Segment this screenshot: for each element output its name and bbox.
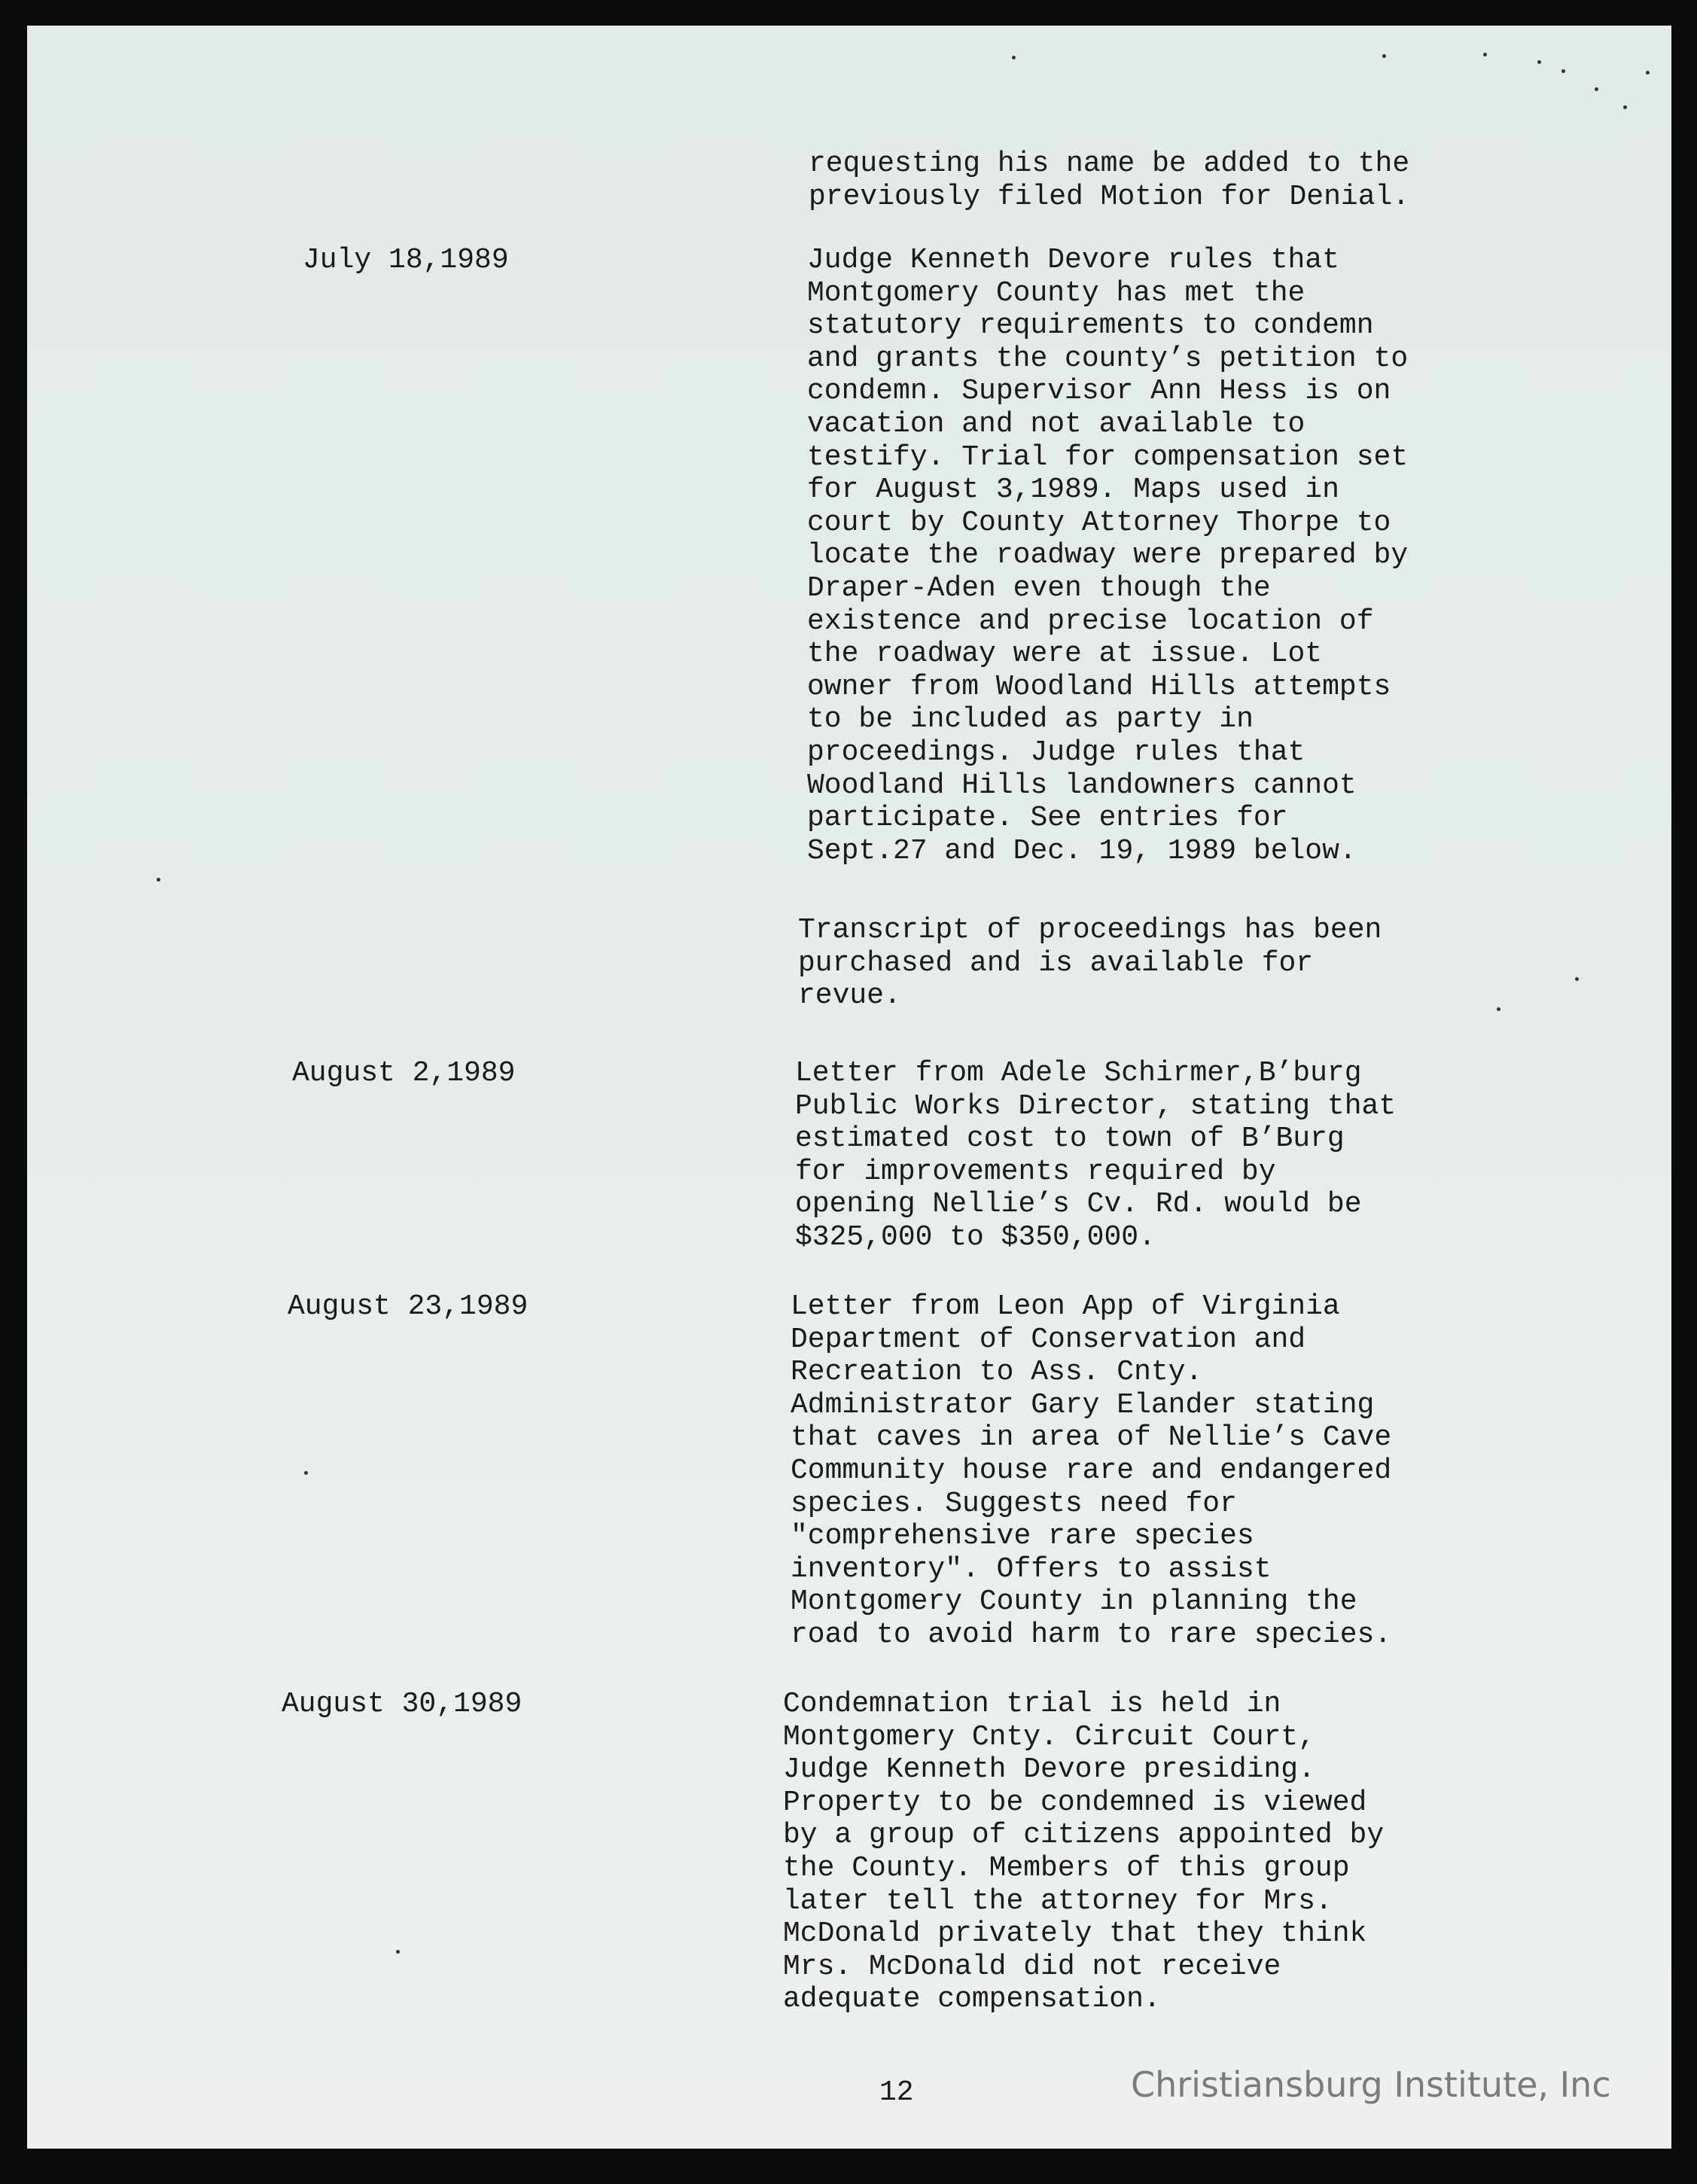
entry-date: July 18,1989 bbox=[303, 244, 509, 276]
text-line: Woodland Hills landowners cannot bbox=[807, 769, 1357, 802]
text-line: Letter from Leon App of Virginia bbox=[791, 1290, 1340, 1323]
entry-description bbox=[809, 148, 1561, 213]
text-line: for August 3,1989. Maps used in bbox=[807, 474, 1339, 507]
entry-description bbox=[783, 1688, 1536, 2016]
text-line: proceedings. Judge rules that bbox=[807, 736, 1306, 769]
text-line: the roadway were at issue. Lot bbox=[807, 638, 1323, 671]
text-line: to be included as party in bbox=[807, 703, 1254, 736]
text-line: Transcript of proceedings has been bbox=[798, 914, 1382, 946]
scan-speck bbox=[157, 878, 160, 882]
entry-description bbox=[795, 1057, 1548, 1254]
text-line: McDonald privately that they think bbox=[783, 1917, 1367, 1951]
text-line: testify. Trial for compensation set bbox=[807, 440, 1409, 474]
entry-date: August 2,1989 bbox=[292, 1057, 516, 1089]
text-line: Montgomery Cnty. Circuit Court, bbox=[783, 1720, 1315, 1753]
text-line: revue. bbox=[798, 979, 901, 1013]
scan-speck bbox=[1623, 105, 1627, 109]
text-line: Public Works Director, stating that bbox=[795, 1089, 1397, 1122]
text-line: road to avoid harm to rare species. bbox=[791, 1618, 1392, 1651]
page-number: 12 bbox=[879, 2076, 914, 2109]
text-line: locate the roadway were prepared by bbox=[807, 539, 1409, 572]
text-line: Recreation to Ass. Cnty. bbox=[791, 1356, 1203, 1389]
text-line: species. Suggests need for bbox=[791, 1487, 1237, 1520]
text-line: the County. Members of this group bbox=[783, 1851, 1350, 1884]
text-line: by a group of citizens appointed by bbox=[783, 1819, 1385, 1852]
scan-speck bbox=[1483, 53, 1487, 56]
text-line: later tell the attorney for Mrs. bbox=[783, 1884, 1333, 1917]
text-line: purchased and is available for bbox=[798, 946, 1314, 979]
text-line: Community house rare and endangered bbox=[791, 1454, 1392, 1487]
text-line: existence and precise location of bbox=[807, 605, 1374, 638]
scan-speck bbox=[1561, 69, 1565, 73]
scan-speck bbox=[1497, 1007, 1500, 1011]
entry-description bbox=[791, 1290, 1543, 1652]
text-line: $325,000 to $350,000. bbox=[795, 1220, 1156, 1253]
text-line: that caves in area of Nellie’s Cave bbox=[791, 1421, 1392, 1454]
scan-speck bbox=[1575, 977, 1579, 981]
watermark: Christiansburg Institute, Inc bbox=[1131, 2064, 1611, 2105]
text-line: for improvements required by bbox=[795, 1155, 1276, 1188]
text-line: Department of Conservation and bbox=[791, 1323, 1306, 1356]
text-line: court by County Attorney Thorpe to bbox=[807, 506, 1391, 539]
scan-speck bbox=[1537, 60, 1541, 64]
text-line: opening Nellie’s Cv. Rd. would be bbox=[795, 1188, 1362, 1221]
entry-date: August 23,1989 bbox=[288, 1290, 529, 1323]
text-line: statutory requirements to condemn bbox=[807, 309, 1374, 343]
text-line: condemn. Supervisor Ann Hess is on bbox=[807, 375, 1391, 408]
text-line: vacation and not available to bbox=[807, 407, 1306, 440]
text-line: adequate compensation. bbox=[783, 1983, 1161, 2016]
entry-description bbox=[807, 244, 1560, 867]
text-line: Administrator Gary Elander stating bbox=[791, 1388, 1375, 1421]
scan-speck bbox=[1595, 87, 1598, 91]
text-line: Judge Kenneth Devore presiding. bbox=[783, 1753, 1315, 1786]
document-page bbox=[27, 26, 1671, 2149]
text-line: Montgomery County in planning the bbox=[791, 1585, 1357, 1619]
text-line: Sept.27 and Dec. 19, 1989 below. bbox=[807, 834, 1357, 867]
text-line: Property to be condemned is viewed bbox=[783, 1786, 1367, 1819]
text-line: Mrs. McDonald did not receive bbox=[783, 1950, 1281, 1983]
text-line: Condemnation trial is held in bbox=[783, 1688, 1281, 1720]
entry-date: August 30,1989 bbox=[282, 1688, 523, 1720]
text-line: participate. See entries for bbox=[807, 802, 1288, 835]
text-line: owner from Woodland Hills attempts bbox=[807, 670, 1391, 703]
scan-speck bbox=[396, 1950, 400, 1954]
scan-speck bbox=[304, 1471, 308, 1475]
text-line: Letter from Adele Schirmer,B’burg bbox=[795, 1057, 1362, 1089]
scan-speck bbox=[1646, 71, 1650, 75]
text-line: and grants the county’s petition to bbox=[807, 342, 1409, 375]
text-line: "comprehensive rare species bbox=[791, 1520, 1254, 1553]
text-line: Montgomery County has met the bbox=[807, 276, 1306, 309]
text-line: Draper-Aden even though the bbox=[807, 571, 1271, 605]
text-line: previously filed Motion for Denial. bbox=[809, 180, 1410, 213]
text-line: inventory". Offers to assist bbox=[791, 1552, 1272, 1585]
scan-speck bbox=[1382, 54, 1386, 58]
text-line: requesting his name be added to the bbox=[809, 148, 1410, 180]
scan-speck bbox=[1012, 56, 1016, 59]
text-line: estimated cost to town of B’Burg bbox=[795, 1122, 1345, 1156]
text-line: Judge Kenneth Devore rules that bbox=[807, 244, 1339, 276]
entry-description bbox=[798, 914, 1551, 1013]
